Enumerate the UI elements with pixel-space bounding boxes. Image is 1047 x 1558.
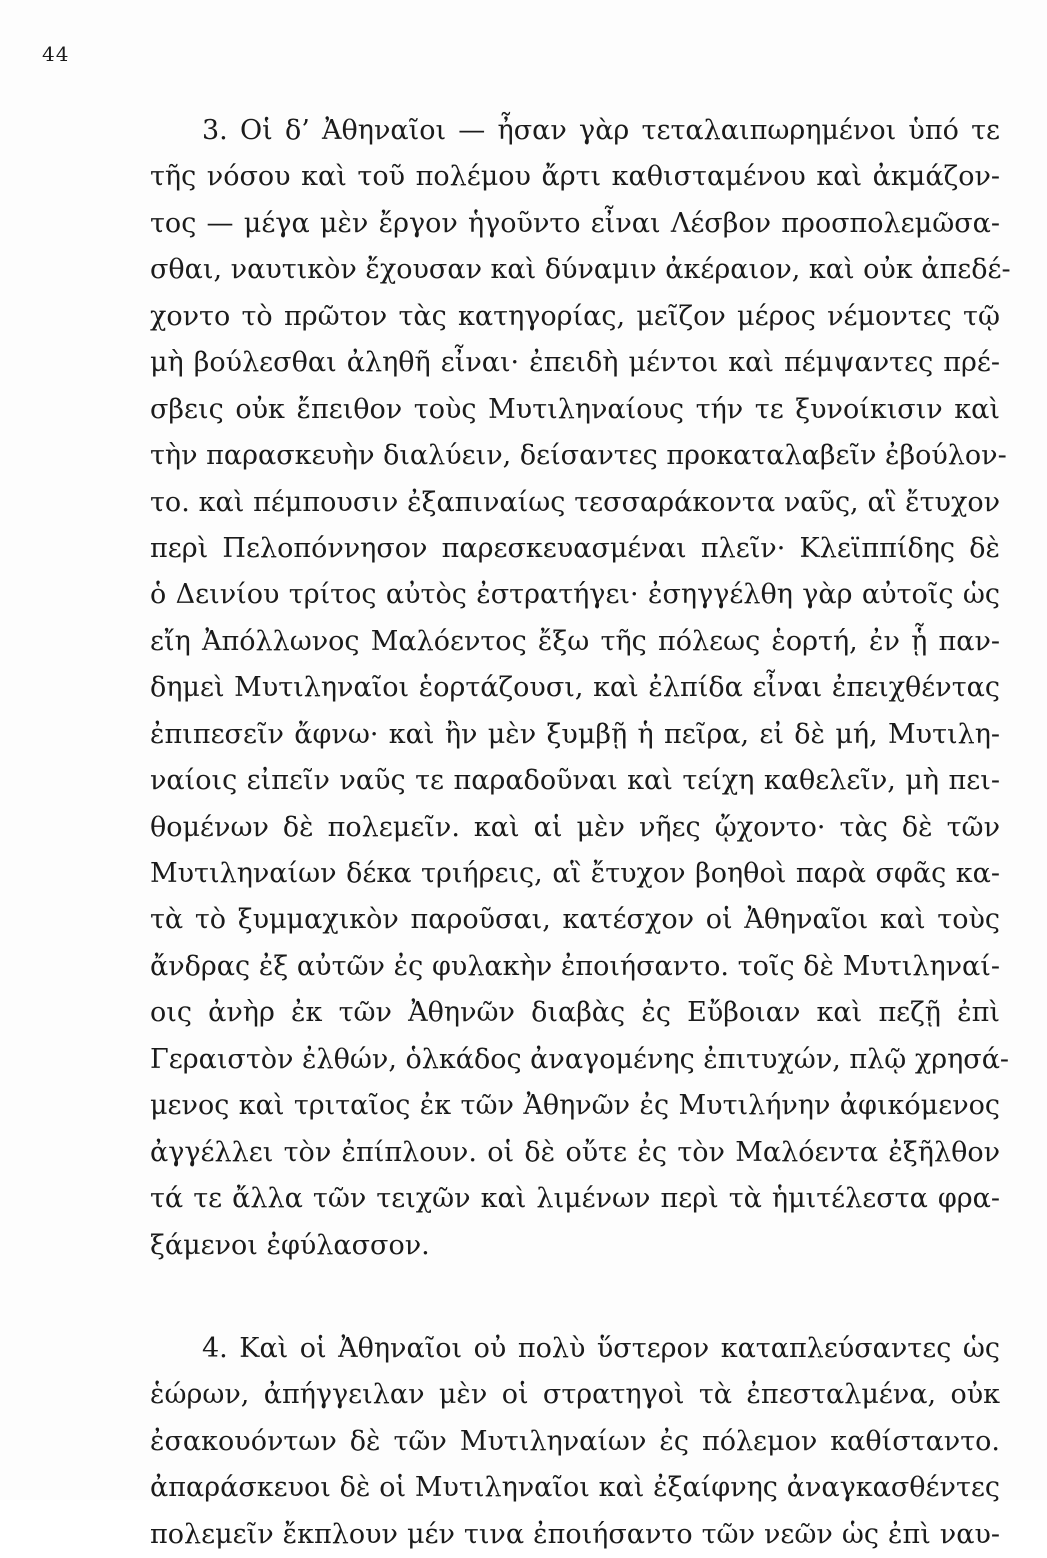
text-line: πολεμεῖν ἔκπλουν μέν τινα ἐποιήσαντο τῶν νεῶν ὡς ἐπὶ ναυ-	[150, 1518, 1000, 1550]
text-line: τὰ τὸ ξυμμαχικὸν παροῦσαι, κατέσχον οἱ Ἀθηναῖοι καὶ τοὺς	[150, 904, 1000, 936]
text-line: 4. Καὶ οἱ Ἀθηναῖοι οὐ πολὺ ὕστερον καταπλεύσαντες ὡς	[202, 1332, 1000, 1364]
text-line: το. καὶ πέμπουσιν ἐξαπιναίως τεσσαράκοντα ναῦς, αἳ ἔτυχον	[150, 486, 1000, 518]
paragraph-3	[150, 108, 1011, 1269]
text-line: τὴν παρασκευὴν διαλύειν, δείσαντες προκαταλαβεῖν ἐβούλον-	[150, 440, 1007, 472]
text-line: τῆς νόσου καὶ τοῦ πολέμου ἄρτι καθισταμένου καὶ ἀκμάζον-	[150, 161, 1000, 193]
text-line: χοντο τὸ πρῶτον τὰς κατηγορίας, μεῖζον μέρος νέμοντες τῷ	[150, 300, 1000, 332]
text-line: ἀγγέλλει τὸν ἐπίπλουν. οἱ δὲ οὔτε ἐς τὸν Μαλόεντα ἐξῆλθον	[150, 1136, 1000, 1168]
text-line: μενος καὶ τριταῖος ἐκ τῶν Ἀθηνῶν ἐς Μυτιλήνην ἀφικόμενος	[150, 1090, 1000, 1122]
text-line: ὁ Δεινίου τρίτος αὐτὸς ἐστρατήγει· ἐσηγγέλθη γὰρ αὐτοῖς ὡς	[150, 579, 1000, 611]
text-line: τά τε ἄλλα τῶν τειχῶν καὶ λιμένων περὶ τὰ ἡμιτέλεστα φρα-	[150, 1183, 1000, 1215]
paragraph-4	[150, 1326, 1000, 1558]
text-line: θομένων δὲ πολεμεῖν. καὶ αἱ μὲν νῆες ᾤχοντο· τὰς δὲ τῶν	[150, 811, 1000, 843]
text-line: 3. Οἱ δ’ Ἀθηναῖοι — ἦσαν γὰρ τεταλαιπωρημένοι ὑπό τε	[202, 115, 1000, 146]
text-line: σθαι, ναυτικὸν ἔχουσαν καὶ δύναμιν ἀκέραιον, καὶ οὐκ ἀπεδέ-	[150, 254, 1011, 286]
text-line: ἐσακουόντων δὲ τῶν Μυτιληναίων ἐς πόλεμον καθίσταντο.	[150, 1425, 1000, 1457]
page-number: 44	[42, 42, 70, 66]
text-line: ἐπιπεσεῖν ἄφνω· καὶ ἢν μὲν ξυμβῇ ἡ πεῖρα, εἰ δὲ μή, Μυτιλη-	[150, 718, 1000, 750]
text-line: οις ἀνὴρ ἐκ τῶν Ἀθηνῶν διαβὰς ἐς Εὔβοιαν καὶ πεζῇ ἐπὶ	[150, 997, 1000, 1029]
text-line: ἑώρων, ἀπήγγειλαν μὲν οἱ στρατηγοὶ τὰ ἐπεσταλμένα, οὐκ	[150, 1379, 1000, 1411]
text-line: ναίοις εἰπεῖν ναῦς τε παραδοῦναι καὶ τείχη καθελεῖν, μὴ πει-	[150, 765, 1000, 797]
paragraph-gap	[150, 1269, 1000, 1326]
text-line: σβεις οὐκ ἔπειθον τοὺς Μυτιληναίους τήν τε ξυνοίκισιν καὶ	[150, 393, 1000, 425]
text-line: τος — μέγα μὲν ἔργον ἡγοῦντο εἶναι Λέσβον προσπολεμῶσα-	[150, 207, 1000, 239]
text-line: ἀπαράσκευοι δὲ οἱ Μυτιληναῖοι καὶ ἐξαίφνης ἀναγκασθέντες	[150, 1472, 1000, 1504]
text-line: Μυτιληναίων δέκα τριήρεις, αἳ ἔτυχον βοηθοὶ παρὰ σφᾶς κα-	[150, 858, 1000, 889]
text-line: περὶ Πελοπόννησον παρεσκευασμέναι πλεῖν· Κλεϊππίδης δὲ	[150, 532, 1000, 564]
text-line: ἄνδρας ἐξ αὐτῶν ἐς φυλακὴν ἐποιήσαντο. τοῖς δὲ Μυτιληναί-	[150, 950, 1000, 982]
body-text	[150, 108, 1011, 1558]
text-line: ξάμενοι ἐφύλασσον.	[150, 1229, 430, 1261]
text-line: δημεὶ Μυτιληναῖοι ἑορτάζουσι, καὶ ἐλπίδα εἶναι ἐπειχθέντας	[150, 672, 1000, 704]
text-line: Γεραιστὸν ἐλθών, ὁλκάδος ἀναγομένης ἐπιτυχών, πλῷ χρησά-	[150, 1043, 1010, 1075]
text-line: εἴη Ἀπόλλωνος Μαλόεντος ἔξω τῆς πόλεως ἑορτή, ἐν ᾗ παν-	[150, 625, 1000, 657]
text-line: μὴ βούλεσθαι ἀληθῆ εἶναι· ἐπειδὴ μέντοι καὶ πέμψαντες πρέ-	[150, 347, 1000, 379]
